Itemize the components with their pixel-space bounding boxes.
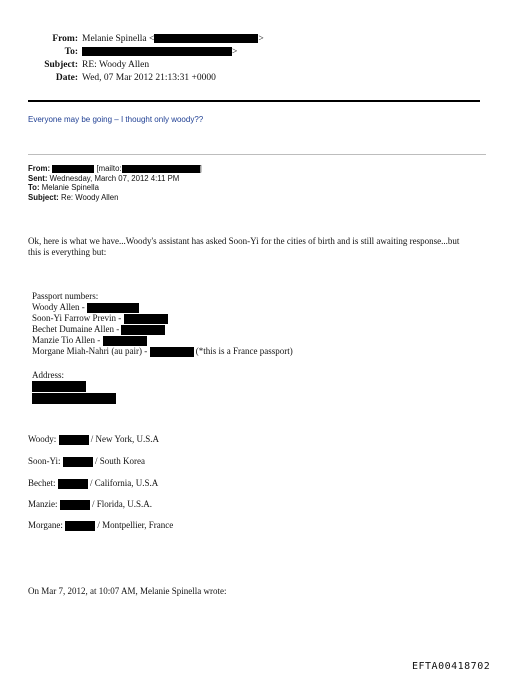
passport-heading: Passport numbers:	[32, 291, 99, 301]
redaction-block	[60, 500, 90, 510]
redaction-block	[87, 303, 139, 313]
from-close: >	[258, 34, 264, 44]
redaction-block	[52, 165, 94, 173]
fwd-sent-line: Sent: Wednesday, March 07, 2012 4:11 PM	[28, 173, 180, 183]
reply-text: Everyone may be going – I thought only woody??	[28, 115, 204, 124]
fwd-from-line: From: [mailto: ]	[28, 164, 202, 173]
redaction-block	[58, 479, 88, 489]
redaction-block	[150, 347, 194, 357]
date-label: Date:	[55, 73, 78, 83]
passport-row: Bechet Dumaine Allen -	[32, 324, 293, 335]
birth-row: Bechet: / California, U.S.A	[28, 478, 159, 488]
redaction-block	[63, 457, 93, 467]
redaction-block	[32, 393, 116, 404]
subject-label: Subject:	[44, 60, 78, 70]
quote-line: On Mar 7, 2012, at 10:07 AM, Melanie Spinella wrote:	[28, 586, 227, 596]
redaction-block	[32, 381, 86, 392]
passport-row: Woody Allen -	[32, 302, 293, 313]
birth-row: Woody: / New York, U.S.A	[28, 434, 160, 444]
redaction-block	[65, 521, 95, 531]
message-paragraph: Ok, here is what we have...Woody's assistant has asked Soon-Yi for the cities of birth and is still awaiting response...but this is everything but:	[28, 236, 460, 257]
from-label: From:	[52, 34, 78, 44]
passport-note: (*this is a France passport)	[195, 346, 293, 356]
redaction-block	[124, 314, 168, 324]
to-close: >	[232, 47, 238, 57]
redaction-block	[121, 325, 165, 335]
document-id: EFTA00418702	[412, 661, 491, 672]
date-value: Wed, 07 Mar 2012 21:13:31 +0000	[82, 73, 216, 83]
from-value	[82, 34, 264, 44]
address-heading: Address:	[32, 370, 64, 380]
redaction-block	[59, 435, 89, 445]
birth-row: Manzie: / Florida, U.S.A.	[28, 499, 153, 509]
header-divider	[28, 100, 480, 102]
to-value	[82, 47, 237, 57]
to-label: To:	[64, 47, 78, 57]
redaction-block	[154, 34, 258, 43]
forward-divider	[28, 154, 486, 155]
forwarded-header	[28, 164, 202, 202]
birth-row: Soon-Yi: / South Korea	[28, 456, 146, 466]
address-section	[32, 370, 116, 405]
passport-row: Soon-Yi Farrow Previn -	[32, 313, 293, 324]
fwd-subject-line: Subject: Re: Woody Allen	[28, 192, 119, 202]
passport-section	[32, 291, 293, 357]
birth-row: Morgane: / Montpellier, France	[28, 520, 174, 530]
redaction-block	[122, 165, 200, 173]
from-name: Melanie Spinella <	[82, 34, 155, 44]
redaction-block	[103, 336, 147, 346]
passport-row: Morgane Miah-Nahri (au pair) - (*this is a France passport)	[32, 346, 293, 356]
subject-value: RE: Woody Allen	[82, 60, 150, 70]
redaction-block	[82, 47, 232, 56]
fwd-to-line: To: Melanie Spinella	[28, 183, 99, 192]
passport-row: Manzie Tio Allen -	[32, 335, 293, 346]
